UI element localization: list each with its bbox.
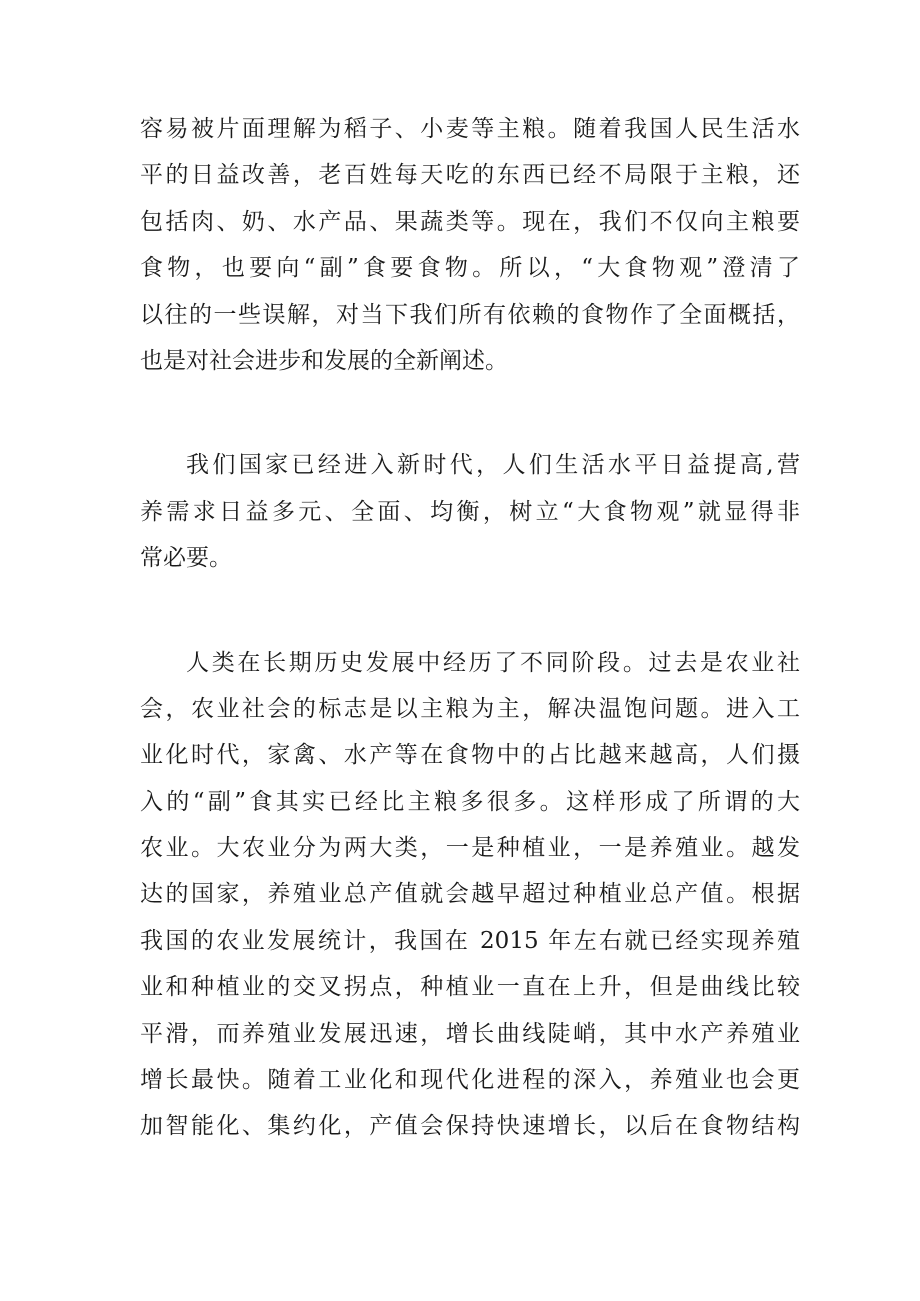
text-line: 平滑，而养殖业发展迅速，增长曲线陡峭，其中水产养殖业 <box>140 1020 800 1047</box>
text-line: 常必要。 <box>140 545 232 572</box>
text-line: 容易被片面理解为稻子、小麦等主粮。随着我国人民生活水 <box>140 116 800 142</box>
paragraph-2 <box>140 442 800 581</box>
paragraph-3 <box>140 640 800 1150</box>
text-line: 会，农业社会的标志是以主粮为主，解决温饱问题。进入工 <box>140 695 800 722</box>
paragraph-spacer <box>140 582 800 640</box>
text-line: 入的“副”食其实已经比主粮多很多。这样形成了所谓的大 <box>140 788 800 815</box>
text-line: 包括肉、奶、水产品、果蔬类等。现在，我们不仅向主粮要 <box>140 208 800 235</box>
text-line: 人类在长期历史发展中经历了不同阶段。过去是农业社 <box>186 649 800 676</box>
text-line: 农业。大农业分为两大类，一是种植业，一是养殖业。越发 <box>140 835 800 862</box>
text-line: 业和种植业的交叉拐点，种植业一直在上升，但是曲线比较 <box>140 974 800 1001</box>
text-line: 加智能化、集约化，产值会保持快速增长，以后在食物结构 <box>140 1113 800 1140</box>
text-line: 我国的农业发展统计，我国在 2015 年左右就已经实现养殖 <box>140 927 800 954</box>
text-line: 食物，也要向“副”食要食物。所以，“大食物观”澄清了 <box>140 255 800 282</box>
paragraph-1 <box>140 106 800 384</box>
text-line: 也是对社会进步和发展的全新阐述。 <box>140 347 508 374</box>
text-line: 我们国家已经进入新时代，人们生活水平日益提高,营 <box>186 452 800 479</box>
paragraph-spacer <box>140 384 800 442</box>
text-line: 业化时代，家禽、水产等在食物中的占比越来越高，人们摄 <box>140 742 800 769</box>
text-line: 平的日益改善，老百姓每天吃的东西已经不局限于主粮，还 <box>140 162 800 189</box>
text-line: 养需求日益多元、全面、均衡，树立“大食物观”就显得非 <box>140 498 800 525</box>
text-line: 以往的一些误解，对当下我们所有依赖的食物作了全面概括， <box>140 301 800 328</box>
text-line: 增长最快。随着工业化和现代化进程的深入，养殖业也会更 <box>140 1067 800 1094</box>
document-page <box>140 106 800 1150</box>
text-line: 达的国家，养殖业总产值就会越早超过种植业总产值。根据 <box>140 881 800 908</box>
